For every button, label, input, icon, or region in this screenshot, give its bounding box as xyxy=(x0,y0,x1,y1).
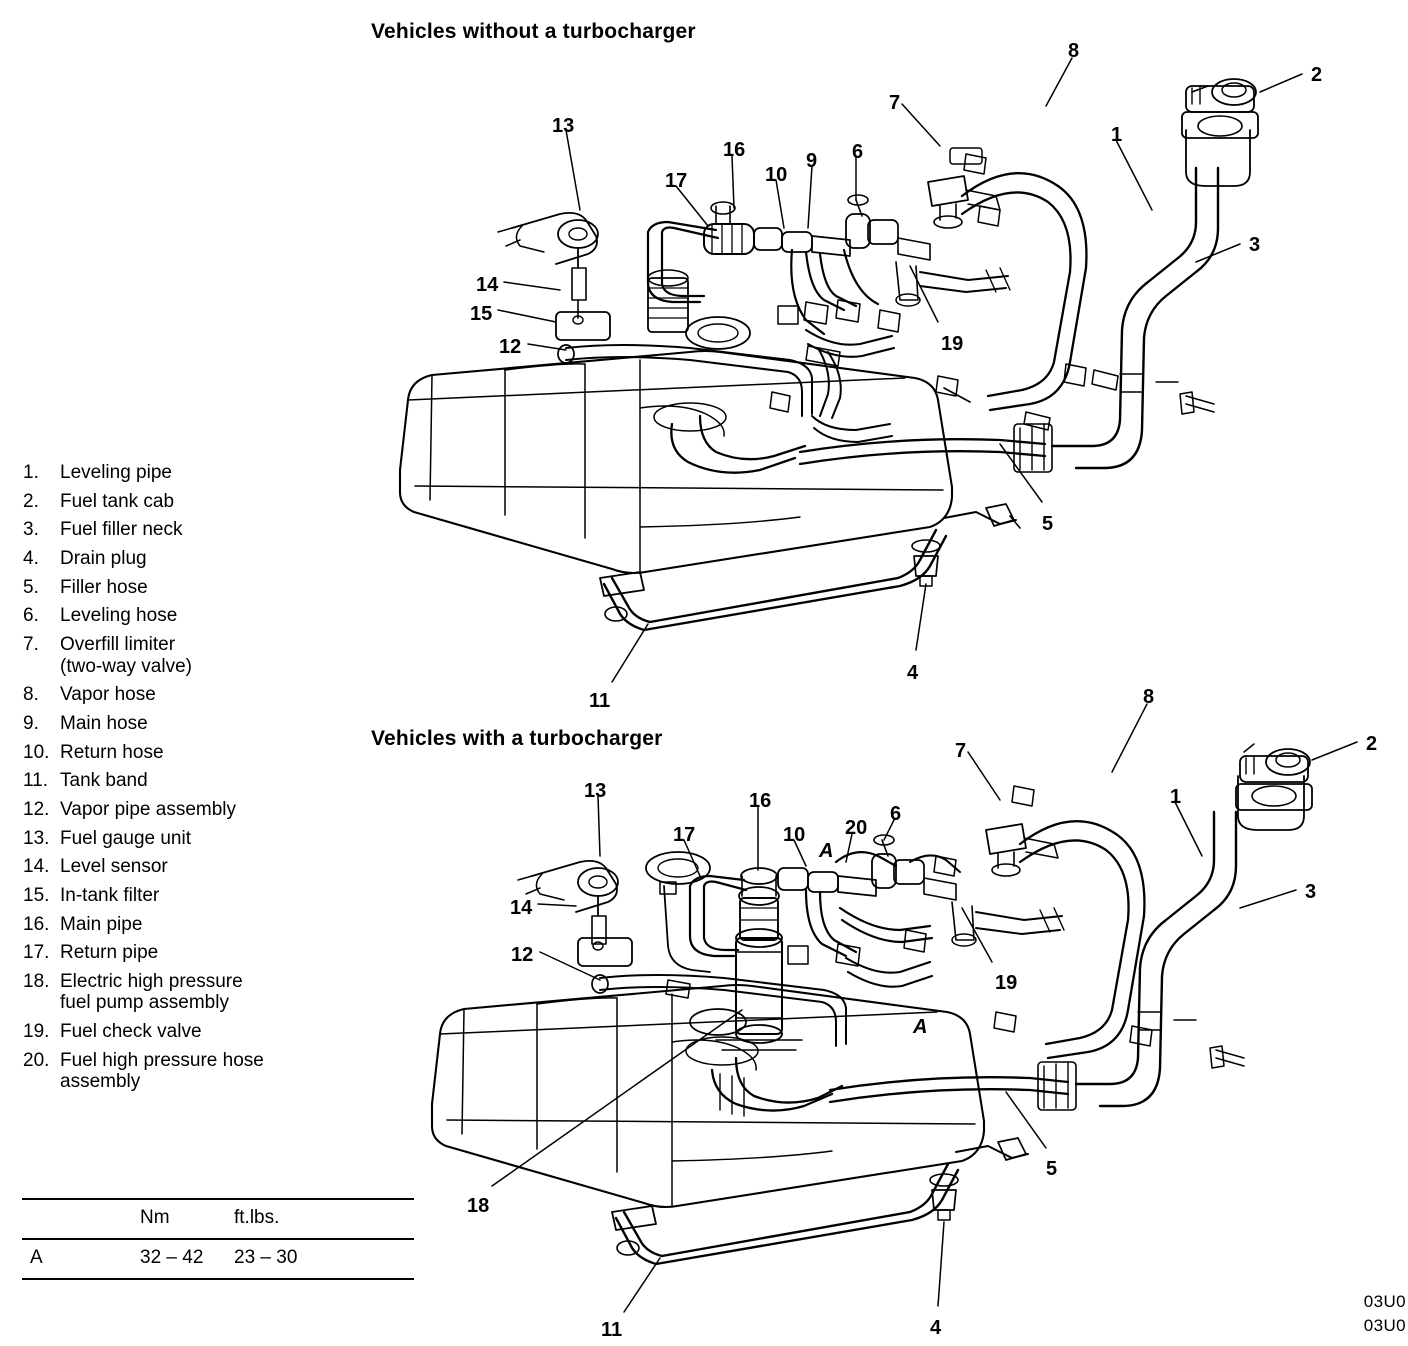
legend-label: Main pipe xyxy=(60,913,143,935)
list-item xyxy=(16,634,346,677)
legend-number: 4. xyxy=(23,547,39,569)
legend-number: 2. xyxy=(23,490,39,512)
legend-label: Leveling hose xyxy=(60,605,178,627)
diagram-with-turbocharger xyxy=(432,704,1357,1312)
callout-7: 7 xyxy=(955,740,967,762)
cell-nm: 32 – 42 xyxy=(140,1247,204,1268)
list-item xyxy=(16,742,346,764)
callout-14: 14 xyxy=(510,897,533,919)
legend-label: In-tank filter xyxy=(60,884,160,906)
table-row xyxy=(22,1240,414,1278)
legend-label: Filler hose xyxy=(60,576,148,598)
legend-label xyxy=(60,1050,346,1093)
legend-number: 16. xyxy=(23,913,50,935)
list-item xyxy=(16,519,346,541)
callout-12: 12 xyxy=(511,944,534,966)
callout-4: 4 xyxy=(907,662,919,684)
list-item xyxy=(16,491,346,513)
legend-label-sub: fuel pump assembly xyxy=(60,992,229,1014)
legend-label: Fuel filler neck xyxy=(60,519,183,541)
callout-9: 9 xyxy=(806,150,818,172)
figure-code-line-2: 03U0 xyxy=(1363,1316,1406,1335)
callout-5: 5 xyxy=(1046,1158,1058,1180)
callout-15: 15 xyxy=(470,303,493,325)
legend-label: Tank band xyxy=(60,770,148,792)
callout-11: 11 xyxy=(601,1319,623,1341)
legend-label-sub: assembly xyxy=(60,1071,141,1093)
callout-4: 4 xyxy=(930,1317,942,1339)
legend-label: Vapor hose xyxy=(60,684,156,706)
callout-1: 1 xyxy=(1170,786,1182,808)
legend-number: 9. xyxy=(23,712,39,734)
legend-label: Level sensor xyxy=(60,856,168,878)
list-item xyxy=(16,942,346,964)
diagram-no-turbocharger xyxy=(400,58,1302,682)
legend-number: 11. xyxy=(23,770,49,792)
callout-6: 6 xyxy=(890,803,902,825)
callout-2: 2 xyxy=(1311,64,1323,86)
callout-13: 13 xyxy=(552,115,575,137)
callout-2: 2 xyxy=(1366,733,1378,755)
legend-number: 6. xyxy=(23,605,39,627)
legend-label-main: Fuel high pressure hose xyxy=(60,1049,264,1071)
legend-number: 12. xyxy=(23,798,50,820)
legend-label xyxy=(60,971,346,1014)
legend-number: 19. xyxy=(23,1021,50,1043)
callout-11: 11 xyxy=(589,690,611,712)
legend-label xyxy=(60,634,346,677)
list-item xyxy=(16,885,346,907)
legend-number: 10. xyxy=(23,741,50,763)
legend-number: 13. xyxy=(23,827,50,849)
legend-label-sub: (two-way valve) xyxy=(60,655,192,677)
callout-12: 12 xyxy=(499,336,522,358)
callout-17: 17 xyxy=(673,824,696,846)
callout-20: 20 xyxy=(845,817,868,839)
legend-number: 3. xyxy=(23,519,39,541)
callout-19: 19 xyxy=(941,333,964,355)
callout-16: 16 xyxy=(749,790,772,812)
legend-label-main: Electric high pressure xyxy=(60,970,243,992)
callout-10: 10 xyxy=(783,824,806,846)
diagram-title-turbocharger: Vehicles with a turbocharger xyxy=(371,727,663,750)
parts-legend xyxy=(16,462,346,1100)
legend-number: 18. xyxy=(23,970,50,992)
legend-number: 20. xyxy=(23,1049,50,1071)
callout-16: 16 xyxy=(723,139,746,161)
callout-14: 14 xyxy=(476,274,499,296)
legend-label: Return hose xyxy=(60,741,164,763)
callout-3: 3 xyxy=(1305,881,1317,903)
legend-number: 14. xyxy=(23,856,50,878)
legend-label: Fuel gauge unit xyxy=(60,827,191,849)
torque-spec-table xyxy=(22,1198,414,1280)
callout-18: 18 xyxy=(467,1195,490,1217)
callout-7: 7 xyxy=(889,92,901,114)
callout-torque-mark-a: A xyxy=(913,1016,928,1038)
legend-label: Drain plug xyxy=(60,547,147,569)
legend-label: Vapor pipe assembly xyxy=(60,798,237,820)
callout-10: 10 xyxy=(765,164,788,186)
legend-label-main: Overfill limiter xyxy=(60,633,176,655)
callout-8: 8 xyxy=(1143,686,1155,708)
list-item xyxy=(16,462,346,484)
list-item xyxy=(16,1021,346,1043)
callout-6: 6 xyxy=(852,141,864,163)
callout-1: 1 xyxy=(1111,124,1123,146)
figure-code-line-1: 03U0 xyxy=(1363,1292,1406,1311)
legend-number: 7. xyxy=(23,633,39,655)
callout-torque-mark-a: A xyxy=(819,840,834,862)
cell-ftlbs: 23 – 30 xyxy=(234,1247,298,1268)
list-item xyxy=(16,799,346,821)
legend-number: 17. xyxy=(23,942,50,964)
table-header-row xyxy=(22,1200,414,1238)
callout-3: 3 xyxy=(1249,234,1261,256)
legend-label: Fuel check valve xyxy=(60,1021,202,1043)
legend-number: 1. xyxy=(23,462,39,483)
list-item xyxy=(16,605,346,627)
list-item xyxy=(16,856,346,878)
cell-key: A xyxy=(30,1247,43,1268)
list-item xyxy=(16,914,346,936)
callout-19: 19 xyxy=(995,972,1018,994)
legend-label: Return pipe xyxy=(60,942,159,964)
list-item xyxy=(16,770,346,792)
table-bottom-rule xyxy=(22,1278,414,1280)
legend-label: Leveling pipe xyxy=(60,462,172,483)
legend-number: 15. xyxy=(23,884,50,906)
callout-8: 8 xyxy=(1068,40,1080,62)
legend-number: 8. xyxy=(23,684,39,706)
callout-17: 17 xyxy=(665,170,688,192)
column-header-nm: Nm xyxy=(140,1207,170,1228)
list-item xyxy=(16,684,346,706)
legend-label: Main hose xyxy=(60,712,148,734)
legend-label: Fuel tank cab xyxy=(60,490,175,512)
column-header-ftlbs: ft.lbs. xyxy=(234,1207,280,1228)
list-item xyxy=(16,828,346,850)
list-item xyxy=(16,971,346,1014)
legend-number: 5. xyxy=(23,576,39,598)
list-item xyxy=(16,1050,346,1093)
list-item xyxy=(16,577,346,599)
diagram-title-no-turbocharger: Vehicles without a turbocharger xyxy=(371,20,696,43)
callout-5: 5 xyxy=(1042,513,1054,535)
list-item xyxy=(16,548,346,570)
list-item xyxy=(16,713,346,735)
callout-13: 13 xyxy=(584,780,607,802)
